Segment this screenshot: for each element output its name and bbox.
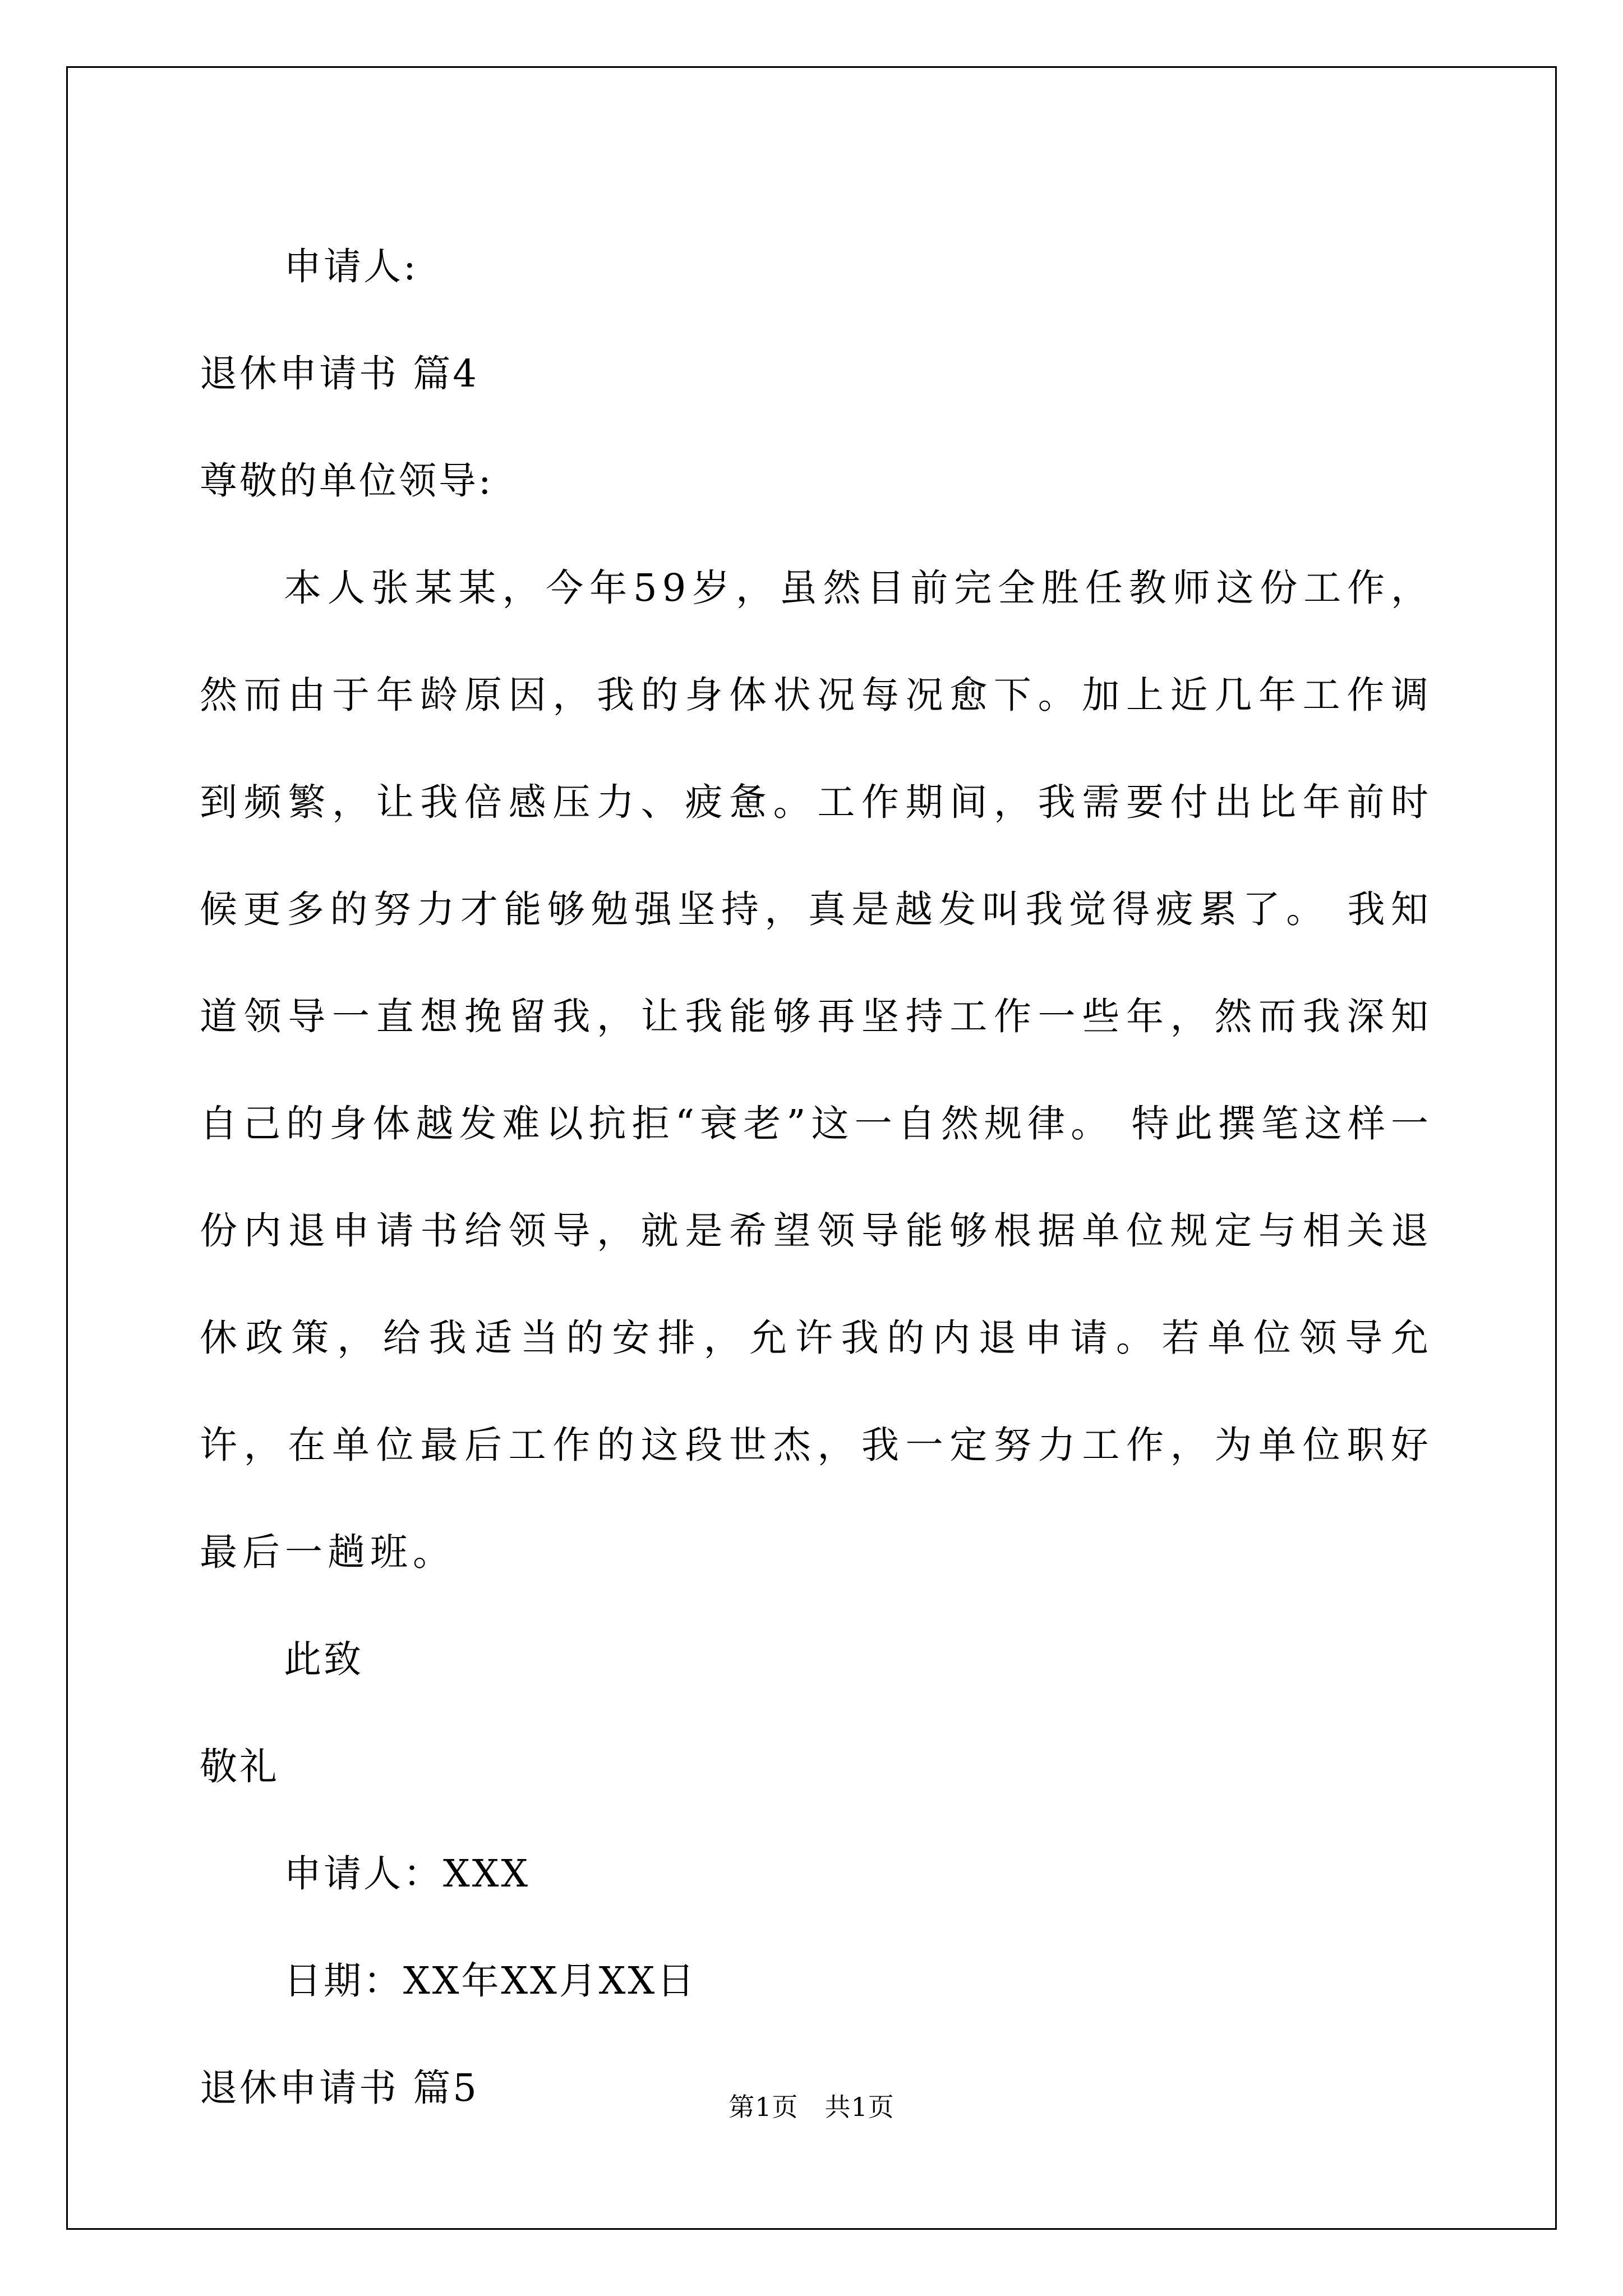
section-heading-5: 退休申请书 篇5 (200, 2066, 479, 2110)
applicant-label-previous: 申请人: (284, 245, 418, 288)
document-body (200, 213, 1433, 2142)
page-footer: 第1页 共1页 (728, 2092, 895, 2122)
salutation: 尊敬的单位领导: (200, 459, 494, 503)
applicant-signature: 申请人：XXX (284, 1852, 531, 1895)
closing-line-1: 此致 (284, 1637, 363, 1681)
body-paragraph: 本人张某某，今年59岁，虽然目前完全胜任教师这份工作，然而由于年龄原因，我的身体状况每况愈下。加上近几年工作调到频繁，让我倍感压力、疲惫。工作期间，我需要付出比年前时候更多的努力才能够勉强坚持，真是越发叫我觉得疲累了。 我知道领导一直想挽留我，让我能够再坚持工作一些年，然而我深知自己的身体越发难以抗拒“衰老”这一自然规律。 特此撰笔这样一份内退申请书给领导，就是希望领导能够根据单位规定与相关退休政策，给我适当的安排，允许我的内退申请。若单位领导允许，在单位最后工作的这段世杰，我一定努力工作，为单位职好最后一趟班。 (200, 566, 1433, 1574)
section-heading-4: 退休申请书 篇4 (200, 352, 479, 395)
closing-line-2: 敬礼 (200, 1745, 279, 1788)
date-line: 日期：XX年XX月XX日 (284, 1959, 697, 2003)
